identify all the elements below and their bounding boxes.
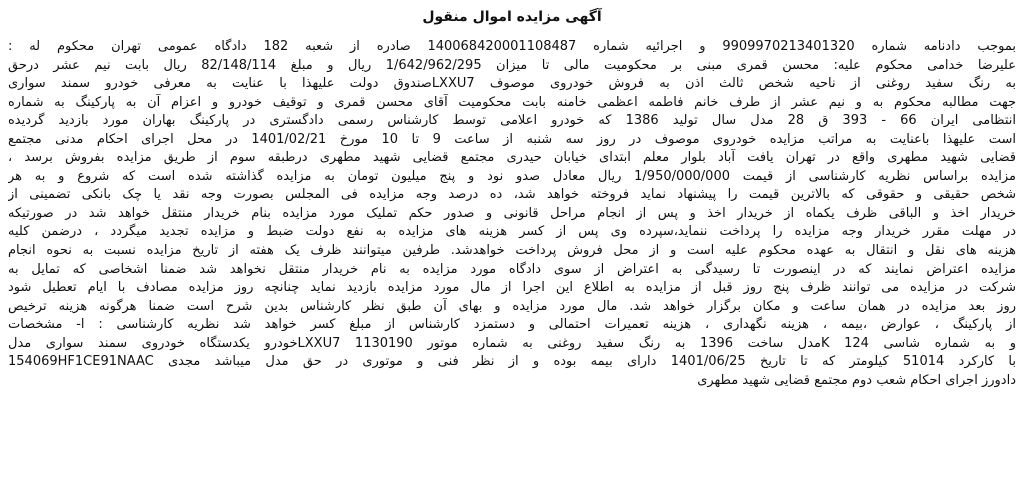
body-line: شرکت در مزایده می توانند ظرف پنج روز قبل از مزایده به اطلاع این اجرا از مال مورد مزایده بازدید نماید چنانچه روز مزایده مصادف با ایام تعطیل شود: [8, 280, 1016, 296]
body-line: به رنگ سفید روغنی از ناحیه شخص ثالث اذن به فروش خودروی موصوف LXXU7صندوق دولت علیهذا با عنایت به معرفی خودرو سمند سواری: [8, 76, 1016, 92]
body-line: جهت مطالبه محکوم به و نیم عشر از طرف خانم فاطمه اعظمی خامنه بابت محکومیت آقای محسن قمری و توقیف خودرو و اعزام آن به پارکینگ به شماره: [8, 94, 1016, 110]
body-line: است علیهذا باعنایت به مراتب مزایده خودروی موصوف در روز سه شنبه از ساعت 9 تا 10 مورخ 1401/02/21 در محل اجرای احکام مدنی مجتمع: [8, 131, 1016, 147]
body-line: انتظامی ایران 66 - 393 ق 28 مدل سال تولید 1386 که خودرو اعلامی توسط کارشناس رسمی دادگستری در پارکینگ بهاران مورد بازدید گردیده: [8, 113, 1016, 129]
body-line: مزایده اعتراض نمایند که در اینصورت تا رسیدگی به اعتراض از سوی دادگاه مورد مزایده به نام خریدار منتقل نخواهد شد ضمنا اشخاصی که تمایل به: [8, 261, 1016, 277]
body-line: خریدار اخذ و الباقی ظرف یکماه از خریدار اخذ و پس از انجام مراحل قانونی و صدور حکم تملیک مورد مزایده بنام خریدار منتقل خواهد شد در صورتیکه: [8, 205, 1016, 221]
body-line: قضایی شهید مطهری واقع در تهران یافت آباد بلوار معلم ابتدای خیابان حیدری مجتمع قضایی شهید مطهری درطبقه سوم از طریق مزایده بفروش برسد ،: [8, 150, 1016, 166]
body-line: شخص حقیقی و حقوقی که بالاترین قیمت را پیشنهاد نماید فروخته خواهد شد، ده درصد وجه مزایده فی المجلس بصورت وجه نقد یا چک بانکی تضمینی از: [8, 187, 1016, 203]
notice-title: آگهی مزایده اموال منقول: [422, 9, 602, 25]
body-line: با کارکرد 51014 کیلومتر که تا تاریخ 1401/06/25 دارای بیمه بوده و از نظر فنی و موتوری در حق مدل میباشد مجدی 154069HF1CE91NAAC: [8, 354, 1016, 370]
body-line: بموجب دادنامه شماره 9909970213401320 و اجرائیه شماره 140068420001108487 صادره از شعبه 182 دادگاه عمومی تهران محکوم له :: [8, 39, 1016, 54]
body-line: هزینه های نقل و انتقال به عهده محکوم علیه است و از محل فروش پرداخت خواهدشد. طرفین میتوانند ظرف یک هفته از تاریخ مزایده نسبت به نحوه انجام: [8, 243, 1016, 259]
body-line: و به شماره شاسی K 124مدل ساخت 1396 به رنگ سفید روغنی به شماره موتور 1130190 LXXU7خودرو یکدستگاه خودروی سمند سواری مدل: [8, 335, 1016, 351]
body-line: روز بعد مزایده در همان ساعت و مکان برگزار خواهد شد. مال مورد مزایده و بهای آن طبق نظر کارشناس بدین شرح است ضمنا هرگونه هزینه ترخیص: [8, 298, 1016, 314]
body-line: در مهلت مقرر خریدار وجه مزایده را پرداخت ننماید،سپرده وی پس از کسر هزینه های مزایده به نفع دولت ضبط و مزایده تجدید میگردد ، درضمن کلیه: [8, 224, 1016, 240]
signature-line: دادورز اجرای احکام شعب دوم مجتمع قضایی شهید مطهری: [697, 372, 1016, 388]
body-line: از پارکینگ ، عوارض ،بیمه ، هزینه نگهداری ، هزینه تعمیرات احتمالی و دستمزد کارشناس از مبلغ کسر خواهد شد نظریه کارشناسی : ا- مشخصات: [8, 317, 1016, 333]
body-line: علیرضا خدامی محکوم علیه: محسن قمری مبنی بر محکومیت مالی تا میزان 1/642/962/295 ریال و مبلغ 82/148/114 ریال بابت نیم عشر درحق: [8, 57, 1016, 73]
body-line: مزایده براساس نظریه کارشناسی از قیمت 1/950/000/000 ریال معادل صدو نود و پنج میلیون تومان به مزایده گذاشته شده است که شروع و به هر: [8, 168, 1016, 184]
notice-body: [8, 38, 1016, 390]
